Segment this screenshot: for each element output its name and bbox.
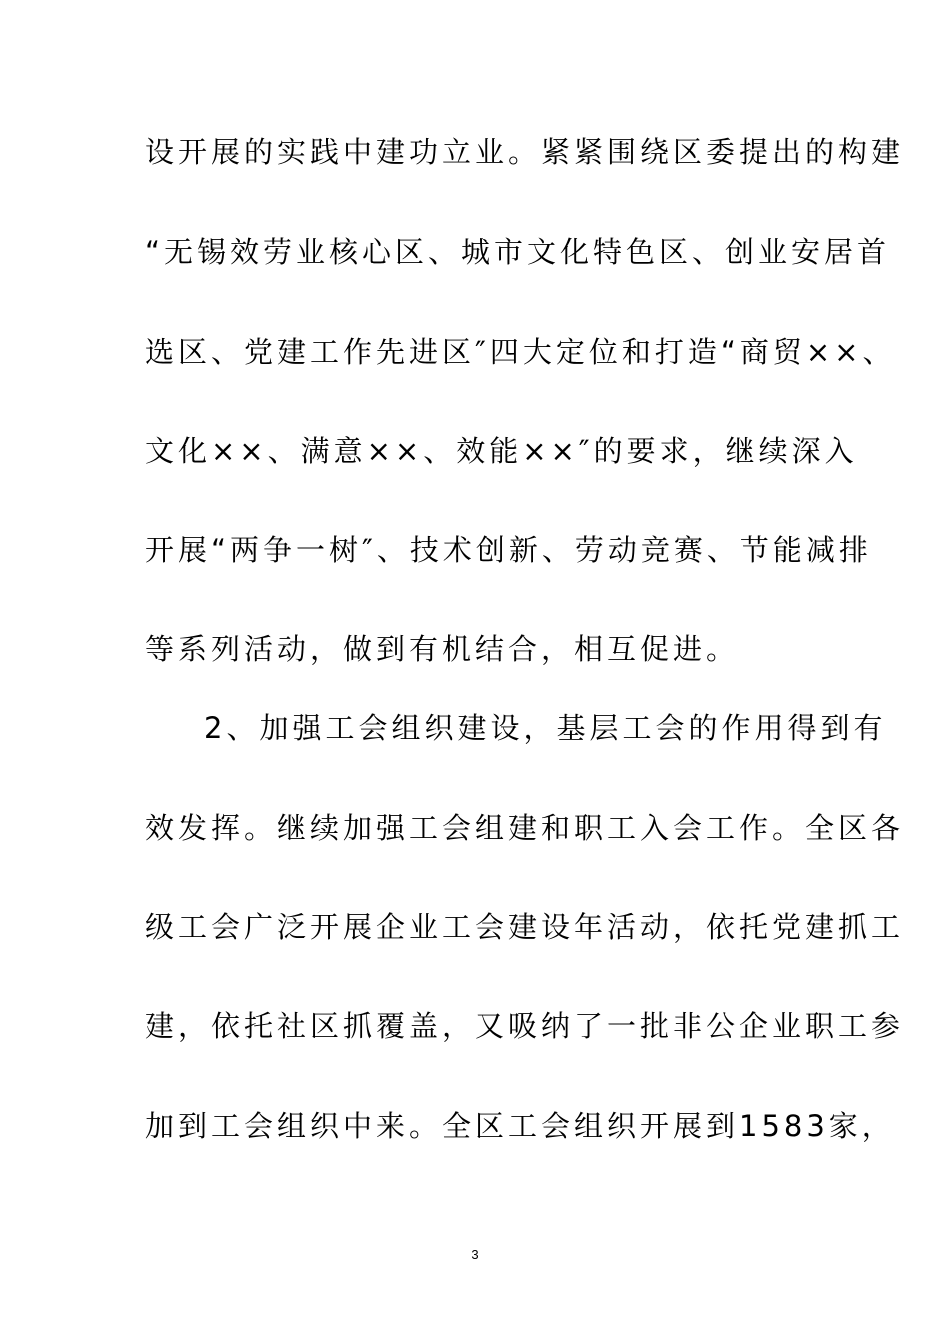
paragraph-line: 效发挥。继续加强工会组建和职工入会工作。全区各 [145, 811, 905, 845]
paragraph-line: “无锡效劳业核心区、城市文化特色区、创业安居首 [145, 235, 891, 269]
paragraph-line: 级工会广泛开展企业工会建设年活动，依托党建抓工 [145, 910, 905, 944]
paragraph-line: 加到工会组织中来。全区工会组织开展到1583家， [145, 1109, 895, 1143]
paragraph-line: 等系列活动，做到有机结合，相互促进。 [145, 632, 740, 666]
paragraph-line: 文化××、满意××、效能××″的要求，继续深入 [145, 434, 858, 468]
paragraph-line: 建，依托社区抓覆盖，又吸纳了一批非公企业职工参 [145, 1009, 905, 1043]
paragraph-line: 选区、党建工作先进区″四大定位和打造“商贸××、 [145, 335, 896, 369]
paragraph-line: 开展“两争一树″、技术创新、劳动竞赛、节能减排 [145, 533, 872, 567]
paragraph-line: 2、加强工会组织建设，基层工会的作用得到有 [204, 711, 887, 745]
page-number: 3 [471, 1247, 479, 1262]
paragraph-line: 设开展的实践中建功立业。紧紧围绕区委提出的构建 [145, 135, 905, 169]
